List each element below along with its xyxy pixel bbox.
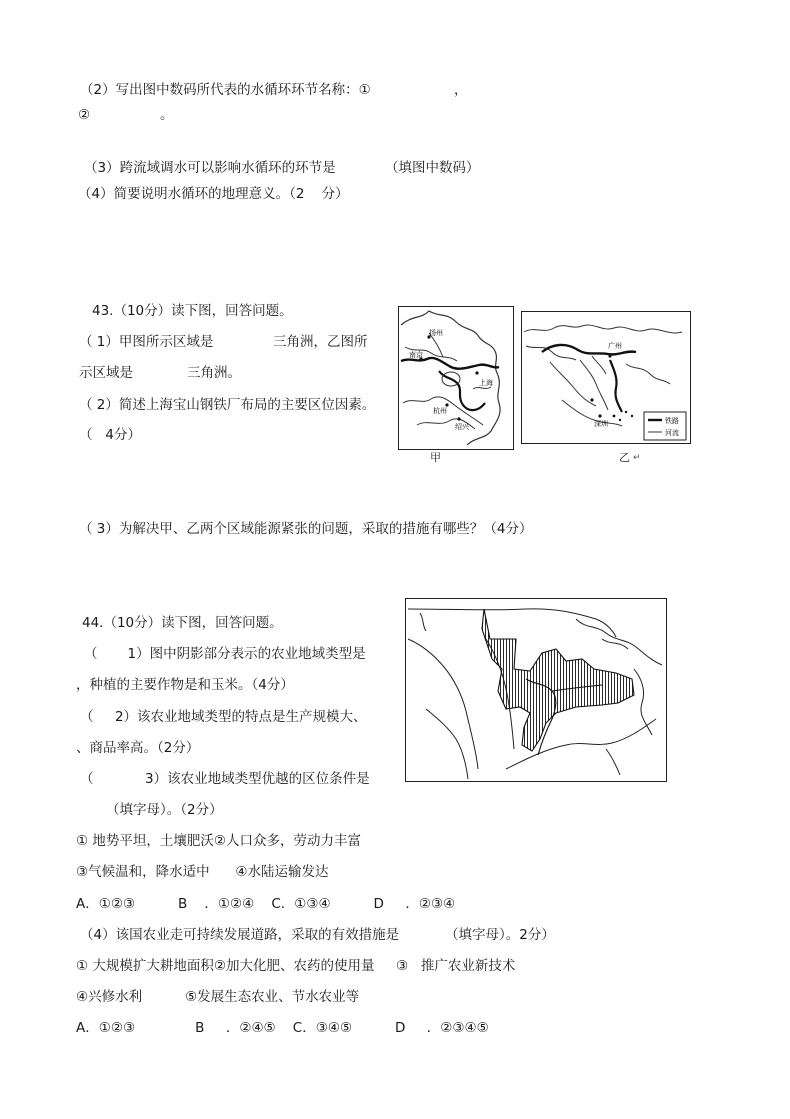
q44-part4: （4）该国农业走可持续发展道路，采取的有效措施是 — [80, 927, 400, 943]
q43-part1-b: 三角洲，乙图所 — [273, 334, 368, 350]
q44-part3-options: A．①②③ B ．①②④ C．①③④ D ．②③④ — [76, 896, 456, 912]
q44-part1-b: ，种植的主要作物是和玉米。（4分） — [76, 677, 294, 693]
q42-part4: （4）简要说明水循环的地理意义。（2 分） — [78, 186, 349, 202]
q44-measure-line2: ④兴修水利 ⑤发展生态农业、节水农业等 — [76, 989, 360, 1005]
label-shaoxing: 绍兴 — [455, 423, 469, 431]
map-yi-caption: 乙 — [619, 451, 630, 464]
q42-part2-line2-end: 。 — [160, 107, 174, 123]
map-jia — [398, 306, 514, 450]
legend-river-label: 河流 — [665, 429, 679, 437]
q44-part3-b: （填字母）。（2分） — [106, 802, 223, 818]
q42-part2-line2-num: ② — [78, 107, 91, 123]
q44-part1-a: （ 1）图中阴影部分表示的农业地域类型是 — [84, 646, 366, 662]
label-guangzhou: 广州 — [608, 342, 622, 350]
map-yi-caption-mark: ↵ — [633, 453, 641, 463]
q43-part2-b: （ 4分） — [79, 427, 141, 443]
q43-title: 43.（10分）读下图，回答问题。 — [92, 303, 293, 319]
city-dot-shanghai — [475, 371, 478, 374]
label-hangzhou: 杭州 — [433, 407, 447, 415]
q42-part3-tail: （填图中数码） — [385, 160, 480, 176]
q42-part2-comma: ， — [454, 82, 468, 98]
q44-part2-a: （ 2）该农业地域类型的特点是生产规模大、 — [80, 709, 367, 725]
map-jia-drawing — [399, 307, 513, 449]
q44-part3-a: （ 3）该农业地域类型优越的区位条件是 — [80, 771, 370, 787]
q44-title: 44.（10分）读下图，回答问题。 — [82, 615, 283, 631]
label-nanjing: 南京 — [409, 351, 423, 359]
legend-railway-label: 铁路 — [665, 417, 679, 425]
q42-part2-line1: （2）写出图中数码所代表的水循环环节名称：① — [80, 82, 371, 98]
city-dot-shenzhen — [598, 414, 601, 417]
q43-part1-a: （ 1）甲图所示区域是 — [79, 334, 214, 350]
q44-part2-b: 、商品率高。（2分） — [76, 740, 200, 756]
map-us-corn-belt — [405, 598, 667, 782]
city-dot-shaoxing — [457, 417, 460, 420]
q43-part3: （ 3）为解决甲、乙两个区域能源紧张的问题，采取的措施有哪些？（4分） — [79, 521, 533, 537]
q44-part4-options: A．①②③ B ．②④⑤ C．③④⑤ D ．②③④⑤ — [76, 1020, 489, 1036]
label-shenzhen: 深圳 — [594, 420, 608, 428]
q44-condition-line2: ③气候温和，降水适中 ④水陆运输发达 — [76, 864, 329, 880]
q44-measure-line1: ① 大规模扩大耕地面积②加大化肥、农药的使用量 ③ 推广农业新技术 — [76, 958, 516, 974]
city-dot-guangzhou — [608, 354, 611, 357]
q42-part3: （3）跨流域调水可以影响水循环的环节是 — [84, 160, 336, 176]
q43-part2-a: （ 2）简述上海宝山钢铁厂布局的主要区位因素。 — [79, 397, 376, 413]
map-yi-drawing — [522, 312, 690, 443]
q44-condition-line1: ① 地势平坦，土壤肥沃②人口众多，劳动力丰富 — [76, 833, 361, 849]
q43-part1-c: 示区域是 — [79, 365, 133, 381]
q44-part4-tail: （填字母）。2分） — [445, 927, 555, 943]
label-yangzhou: 扬州 — [429, 329, 443, 337]
q43-part1-d: 三角洲。 — [187, 365, 241, 381]
label-shanghai: 上海 — [479, 379, 493, 387]
map-yi — [521, 311, 691, 444]
map-us-drawing — [406, 599, 666, 781]
map-jia-caption: 甲 — [430, 451, 441, 464]
